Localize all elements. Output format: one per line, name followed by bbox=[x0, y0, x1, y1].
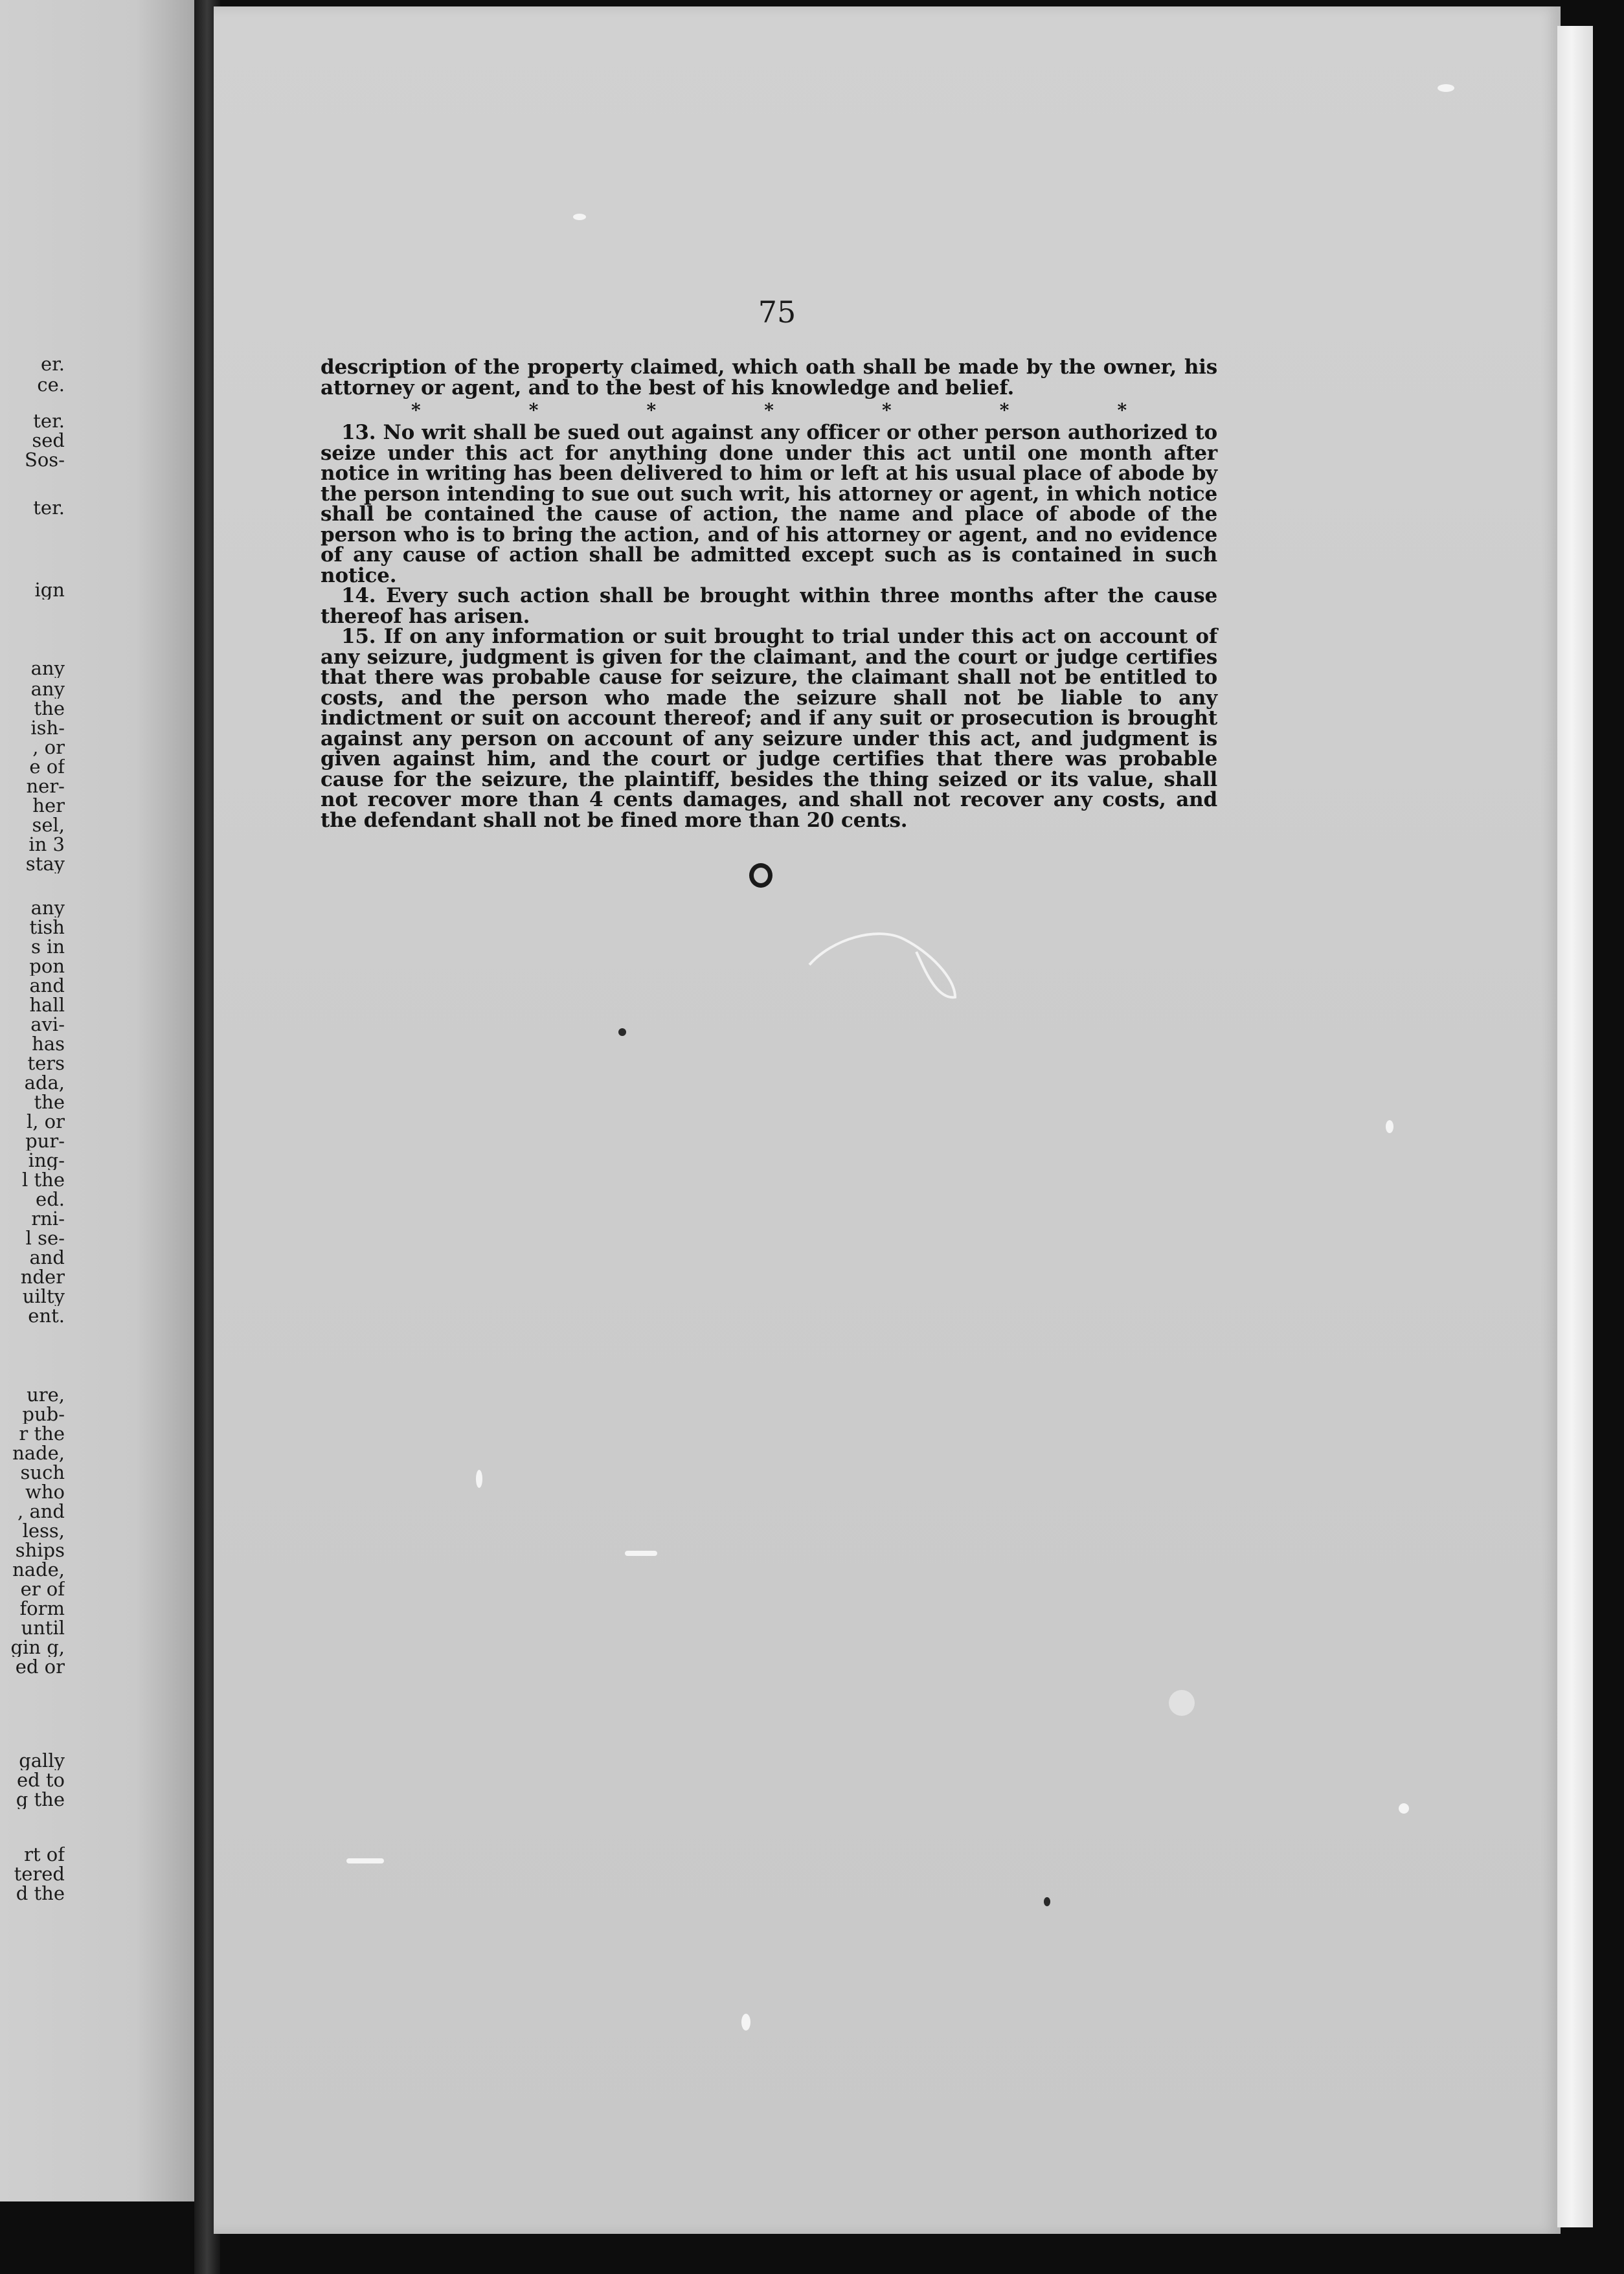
document-page bbox=[214, 6, 1561, 2234]
previous-page-fragment bbox=[0, 0, 194, 2201]
previous-page-line-fragment: , or bbox=[32, 738, 65, 757]
previous-page-line-fragment: her bbox=[32, 796, 65, 815]
section-13: 13. No writ shall be sued out against any officer or other person authorized to seize under this act for anything done under this act until one month after notice in writing has been delivered to him or left at his usual place of abode by the person intending to sue out such writ, his attorney or agent, in which notice shall be contained the cause of action, the name and place of abode of the person who is to bring the action, and of his attorney or agent, and no evidence of any cause of action shall be admitted except such as is contained in such notice. bbox=[321, 421, 1217, 587]
dust-speck bbox=[1386, 1120, 1393, 1133]
previous-page-line-fragment: ed. bbox=[36, 1190, 65, 1209]
previous-page-line-fragment: ure, bbox=[27, 1386, 65, 1404]
previous-page-line-fragment: s in bbox=[30, 938, 65, 956]
asterisk: * bbox=[646, 400, 656, 421]
previous-page-line-fragment: uilty bbox=[22, 1287, 65, 1306]
previous-page-line-fragment: , and bbox=[17, 1502, 65, 1521]
previous-page-line-fragment: sed bbox=[32, 431, 65, 450]
section-15: 15. If on any information or suit brought to trial under this act on account of any seizure, judgment is given for the claimant, and the court or judge certifies that there was probable cause for seizure, the claimant shall not be entitled to costs, and the person who made the seizure shall not be liable to any indictment or suit on account thereof; and if any suit or prosecution is brought against any person on account of any seizure under this act, and judgment is given against him, and the court or judge certifies that there was probable cause for the seizure, the plaintiff, besides the thing seized or its value, shall not recover more than 4 cents damages, and shall not recover any costs, and the defendant shall not be fined more than 20 cents. bbox=[321, 625, 1217, 832]
previous-page-line-fragment: form bbox=[19, 1599, 65, 1618]
previous-page-line-fragment: ing- bbox=[28, 1151, 65, 1170]
previous-page-line-fragment: hall bbox=[29, 996, 65, 1015]
previous-page-line-fragment: the bbox=[34, 699, 65, 718]
opening-paragraph: description of the property claimed, which oath shall be made by the owner, his attorney or agent, and to the best of his knowledge and belief. bbox=[321, 355, 1217, 400]
asterisk: * bbox=[411, 400, 421, 421]
previous-page-line-fragment: ent. bbox=[28, 1307, 65, 1325]
previous-page-line-fragment: tish bbox=[29, 918, 65, 937]
section-14: 14. Every such action shall be brought within three months after the cause thereof has arisen. bbox=[321, 584, 1217, 628]
dust-speck bbox=[1438, 84, 1454, 92]
previous-page-line-fragment: gally bbox=[19, 1751, 65, 1770]
previous-page-line-fragment: l, or bbox=[26, 1112, 65, 1131]
previous-page-line-fragment: Sos- bbox=[24, 451, 65, 469]
previous-page-line-fragment: any bbox=[30, 680, 65, 699]
previous-page-line-fragment: the bbox=[34, 1093, 65, 1112]
asterisk: * bbox=[528, 400, 539, 421]
previous-page-line-fragment: nade, bbox=[12, 1444, 65, 1463]
dust-speck bbox=[1399, 1803, 1409, 1814]
previous-page-line-fragment: in 3 bbox=[28, 835, 65, 854]
previous-page-line-fragment: sel, bbox=[32, 816, 65, 835]
previous-page-line-fragment: rni- bbox=[31, 1210, 65, 1228]
previous-page-line-fragment: any bbox=[30, 899, 65, 917]
previous-page-line-fragment: gin g, bbox=[10, 1638, 65, 1657]
section-break-asterisks bbox=[321, 398, 1217, 423]
dust-speck bbox=[346, 1858, 384, 1863]
previous-page-line-fragment: ign bbox=[34, 581, 65, 600]
previous-page-line-fragment: er of bbox=[20, 1580, 65, 1599]
page-number: 75 bbox=[758, 295, 796, 330]
previous-page-line-fragment: pub- bbox=[22, 1405, 65, 1424]
previous-page-line-fragment: and bbox=[29, 976, 65, 995]
previous-page-line-fragment: ed to bbox=[16, 1771, 65, 1790]
dust-speck bbox=[476, 1470, 482, 1488]
previous-page-line-fragment: until bbox=[21, 1619, 65, 1638]
previous-page-line-fragment: l se- bbox=[25, 1229, 65, 1248]
previous-page-line-fragment: avi- bbox=[30, 1015, 65, 1034]
previous-page-line-fragment: ters bbox=[27, 1054, 65, 1073]
previous-page-line-fragment: less, bbox=[22, 1522, 65, 1540]
dust-speck bbox=[618, 1028, 626, 1036]
previous-page-line-fragment: tered bbox=[14, 1865, 65, 1884]
previous-page-line-fragment: nade, bbox=[12, 1560, 65, 1579]
asterisk: * bbox=[764, 400, 774, 421]
end-mark bbox=[749, 863, 773, 888]
previous-page-line-fragment: g the bbox=[16, 1790, 65, 1809]
previous-page-line-fragment: any bbox=[30, 659, 65, 678]
dust-speck bbox=[741, 2014, 750, 2031]
previous-page-line-fragment: r the bbox=[19, 1424, 65, 1443]
previous-page-line-fragment: ships bbox=[15, 1541, 65, 1560]
dust-speck bbox=[625, 1551, 657, 1556]
previous-page-line-fragment: ada, bbox=[24, 1074, 65, 1092]
page-body bbox=[321, 357, 1217, 831]
previous-page-line-fragment: ish- bbox=[30, 719, 65, 737]
previous-page-line-fragment: such bbox=[20, 1463, 65, 1482]
previous-page-line-fragment: d the bbox=[16, 1884, 65, 1903]
previous-page-line-fragment: ner- bbox=[26, 777, 65, 796]
asterisk: * bbox=[882, 400, 892, 421]
previous-page-line-fragment: er. bbox=[40, 355, 65, 374]
previous-page-line-fragment: nder bbox=[20, 1268, 65, 1287]
asterisk: * bbox=[999, 400, 1009, 421]
previous-page-line-fragment: ter. bbox=[33, 412, 65, 431]
previous-page-line-fragment: l the bbox=[22, 1171, 65, 1189]
previous-page-line-fragment: who bbox=[25, 1483, 65, 1502]
page-edge bbox=[1557, 26, 1593, 2227]
previous-page-line-fragment: has bbox=[32, 1035, 65, 1053]
previous-page-line-fragment: ter. bbox=[33, 499, 65, 517]
dust-speck bbox=[1169, 1690, 1195, 1716]
previous-page-line-fragment: pur- bbox=[25, 1132, 65, 1151]
previous-page-line-fragment: ce. bbox=[37, 376, 65, 394]
previous-page-line-fragment: and bbox=[29, 1248, 65, 1267]
previous-page-line-fragment: stay bbox=[25, 855, 65, 873]
dust-speck bbox=[1044, 1897, 1050, 1906]
dust-speck bbox=[573, 214, 586, 220]
previous-page-line-fragment: rt of bbox=[24, 1845, 65, 1864]
asterisk: * bbox=[1117, 400, 1127, 421]
scratch-mark bbox=[806, 926, 968, 1004]
previous-page-line-fragment: e of bbox=[29, 758, 65, 776]
previous-page-line-fragment: pon bbox=[29, 957, 65, 976]
previous-page-line-fragment: ed or bbox=[15, 1658, 65, 1676]
